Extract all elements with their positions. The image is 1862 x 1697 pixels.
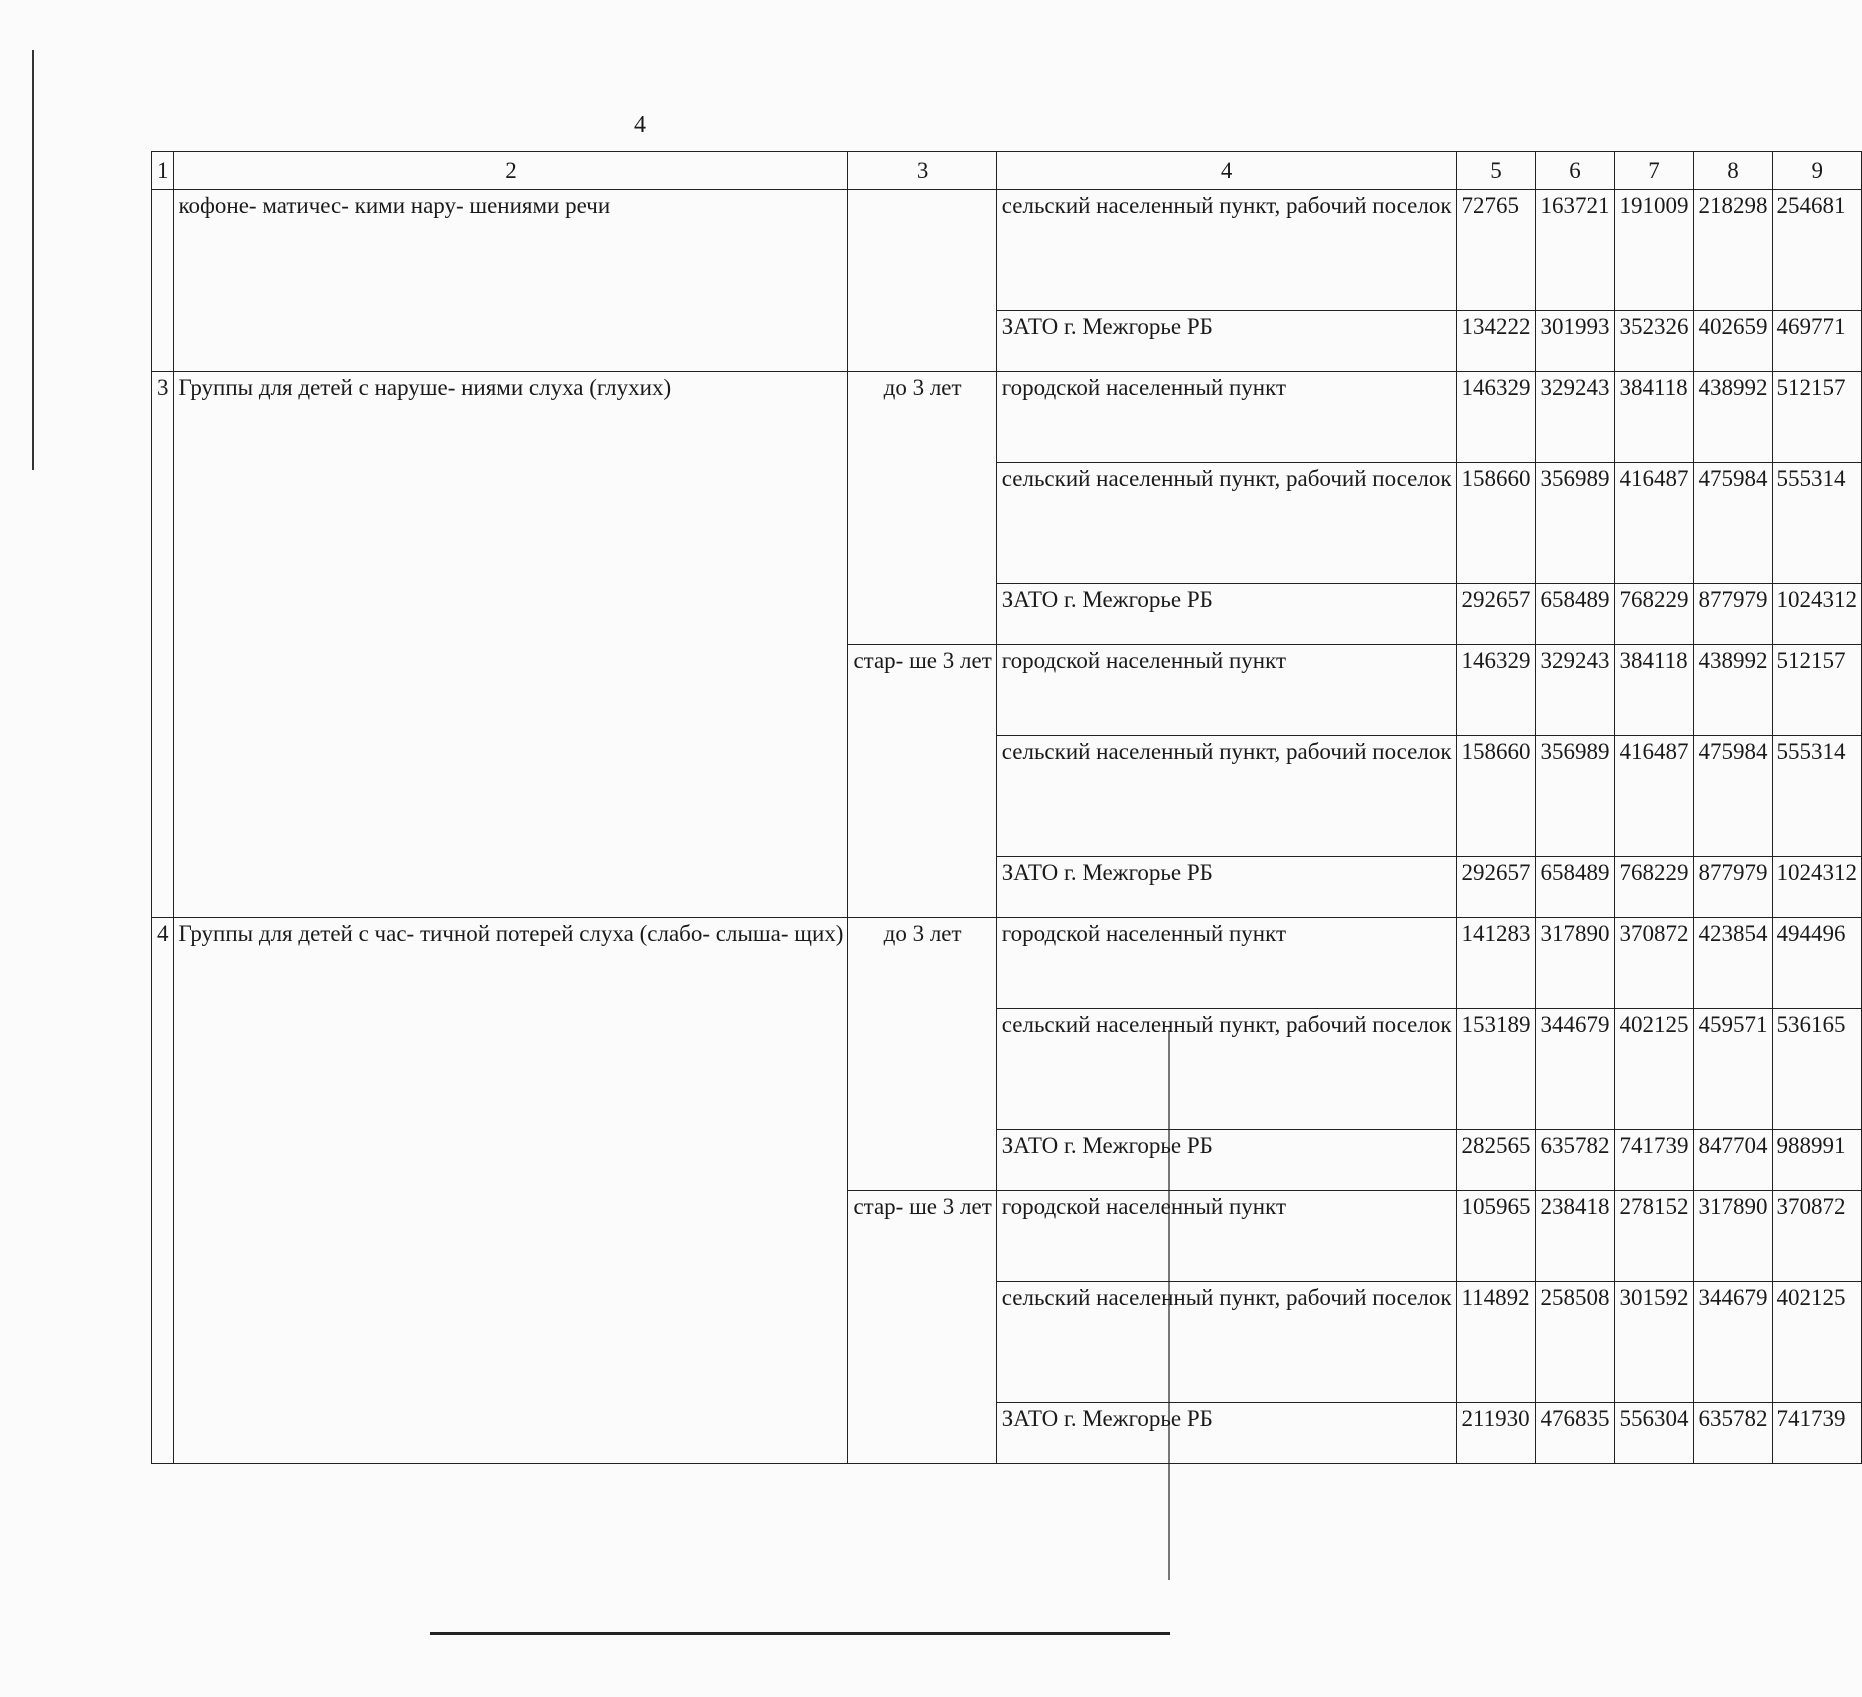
value-cell: 555314: [1772, 463, 1862, 584]
column-number: 7: [1614, 152, 1693, 190]
value-cell: 1024312: [1772, 584, 1862, 645]
value-cell: 988991: [1772, 1130, 1862, 1191]
value-cell: 556304: [1614, 1403, 1693, 1464]
value-cell: 153189: [1456, 1009, 1535, 1130]
column-number: 3: [848, 152, 996, 190]
page-number: 4: [634, 112, 646, 138]
value-cell: 384118: [1614, 645, 1693, 736]
settlement-cell: ЗАТО г. Межгорье РБ: [996, 1403, 1456, 1464]
value-cell: 416487: [1614, 463, 1693, 584]
settlement-cell: ЗАТО г. Межгорье РБ: [996, 1130, 1456, 1191]
value-cell: 134222: [1456, 311, 1535, 372]
value-cell: 635782: [1693, 1403, 1772, 1464]
group-number-cell: 4: [152, 918, 174, 1464]
scan-edge-line-bottom: [430, 1632, 1170, 1635]
settlement-cell: ЗАТО г. Межгорье РБ: [996, 584, 1456, 645]
value-cell: 158660: [1456, 463, 1535, 584]
value-cell: 416487: [1614, 736, 1693, 857]
table-row: [152, 190, 1862, 311]
value-cell: 475984: [1693, 463, 1772, 584]
table-row: [152, 918, 1862, 1009]
value-cell: 254681: [1772, 190, 1862, 311]
value-cell: 768229: [1614, 584, 1693, 645]
age-cell: [848, 190, 996, 372]
value-cell: 512157: [1772, 645, 1862, 736]
value-cell: 146329: [1456, 645, 1535, 736]
value-cell: 370872: [1614, 918, 1693, 1009]
settlement-cell: городской населенный пункт: [996, 918, 1456, 1009]
value-cell: 105965: [1456, 1191, 1535, 1282]
value-cell: 282565: [1456, 1130, 1535, 1191]
value-cell: 402125: [1614, 1009, 1693, 1130]
value-cell: 218298: [1693, 190, 1772, 311]
settlement-cell: сельский населенный пункт, рабочий поселок: [996, 463, 1456, 584]
table-row: [152, 372, 1862, 463]
value-cell: 211930: [1456, 1403, 1535, 1464]
column-number: 6: [1535, 152, 1614, 190]
column-number: 4: [996, 152, 1456, 190]
settlement-cell: городской населенный пункт: [996, 645, 1456, 736]
tariff-table: [151, 151, 1862, 1464]
column-number: 2: [173, 152, 848, 190]
group-number-cell: 3: [152, 372, 174, 918]
value-cell: 352326: [1614, 311, 1693, 372]
age-cell: стар- ше 3 лет: [848, 1191, 996, 1464]
value-cell: 555314: [1772, 736, 1862, 857]
value-cell: 301592: [1614, 1282, 1693, 1403]
age-cell: до 3 лет: [848, 918, 996, 1191]
value-cell: 741739: [1614, 1130, 1693, 1191]
value-cell: 301993: [1535, 311, 1614, 372]
value-cell: 72765: [1456, 190, 1535, 311]
age-cell: стар- ше 3 лет: [848, 645, 996, 918]
value-cell: 1024312: [1772, 857, 1862, 918]
value-cell: 768229: [1614, 857, 1693, 918]
value-cell: 292657: [1456, 857, 1535, 918]
value-cell: 384118: [1614, 372, 1693, 463]
value-cell: 344679: [1535, 1009, 1614, 1130]
value-cell: 258508: [1535, 1282, 1614, 1403]
value-cell: 146329: [1456, 372, 1535, 463]
table-body: [152, 152, 1862, 1464]
value-cell: 423854: [1693, 918, 1772, 1009]
value-cell: 402659: [1693, 311, 1772, 372]
value-cell: 329243: [1535, 372, 1614, 463]
value-cell: 191009: [1614, 190, 1693, 311]
value-cell: 158660: [1456, 736, 1535, 857]
value-cell: 114892: [1456, 1282, 1535, 1403]
settlement-cell: сельский населенный пункт, рабочий поселок: [996, 736, 1456, 857]
value-cell: 494496: [1772, 918, 1862, 1009]
value-cell: 141283: [1456, 918, 1535, 1009]
value-cell: 344679: [1693, 1282, 1772, 1403]
settlement-cell: ЗАТО г. Межгорье РБ: [996, 311, 1456, 372]
value-cell: 877979: [1693, 584, 1772, 645]
value-cell: 536165: [1772, 1009, 1862, 1130]
value-cell: 877979: [1693, 857, 1772, 918]
value-cell: 356989: [1535, 463, 1614, 584]
value-cell: 658489: [1535, 584, 1614, 645]
value-cell: 469771: [1772, 311, 1862, 372]
scan-edge-line-left: [32, 50, 34, 470]
group-name-cell: кофоне- матичес- кими нару- шениями речи: [173, 190, 848, 372]
value-cell: 847704: [1693, 1130, 1772, 1191]
value-cell: 459571: [1693, 1009, 1772, 1130]
value-cell: 658489: [1535, 857, 1614, 918]
settlement-cell: ЗАТО г. Межгорье РБ: [996, 857, 1456, 918]
value-cell: 238418: [1535, 1191, 1614, 1282]
value-cell: 438992: [1693, 372, 1772, 463]
value-cell: 278152: [1614, 1191, 1693, 1282]
age-cell: до 3 лет: [848, 372, 996, 645]
value-cell: 163721: [1535, 190, 1614, 311]
group-name-cell: Группы для детей с наруше- ниями слуха (глухих): [173, 372, 848, 918]
value-cell: 317890: [1693, 1191, 1772, 1282]
value-cell: 438992: [1693, 645, 1772, 736]
group-number-cell: [152, 190, 174, 372]
value-cell: 741739: [1772, 1403, 1862, 1464]
settlement-cell: сельский населенный пункт, рабочий поселок: [996, 1009, 1456, 1130]
value-cell: 476835: [1535, 1403, 1614, 1464]
column-number-row: [152, 152, 1862, 190]
value-cell: 635782: [1535, 1130, 1614, 1191]
column-number: 9: [1772, 152, 1862, 190]
value-cell: 370872: [1772, 1191, 1862, 1282]
value-cell: 512157: [1772, 372, 1862, 463]
column-number: 5: [1456, 152, 1535, 190]
settlement-cell: сельский населенный пункт, рабочий поселок: [996, 1282, 1456, 1403]
settlement-cell: городской населенный пункт: [996, 1191, 1456, 1282]
settlement-cell: сельский населенный пункт, рабочий поселок: [996, 190, 1456, 311]
value-cell: 402125: [1772, 1282, 1862, 1403]
value-cell: 475984: [1693, 736, 1772, 857]
column-number: 1: [152, 152, 174, 190]
settlement-cell: городской населенный пункт: [996, 372, 1456, 463]
group-name-cell: Группы для детей с час- тичной потерей слуха (слабо- слыша- щих): [173, 918, 848, 1464]
value-cell: 329243: [1535, 645, 1614, 736]
value-cell: 317890: [1535, 918, 1614, 1009]
value-cell: 292657: [1456, 584, 1535, 645]
value-cell: 356989: [1535, 736, 1614, 857]
column-number: 8: [1693, 152, 1772, 190]
